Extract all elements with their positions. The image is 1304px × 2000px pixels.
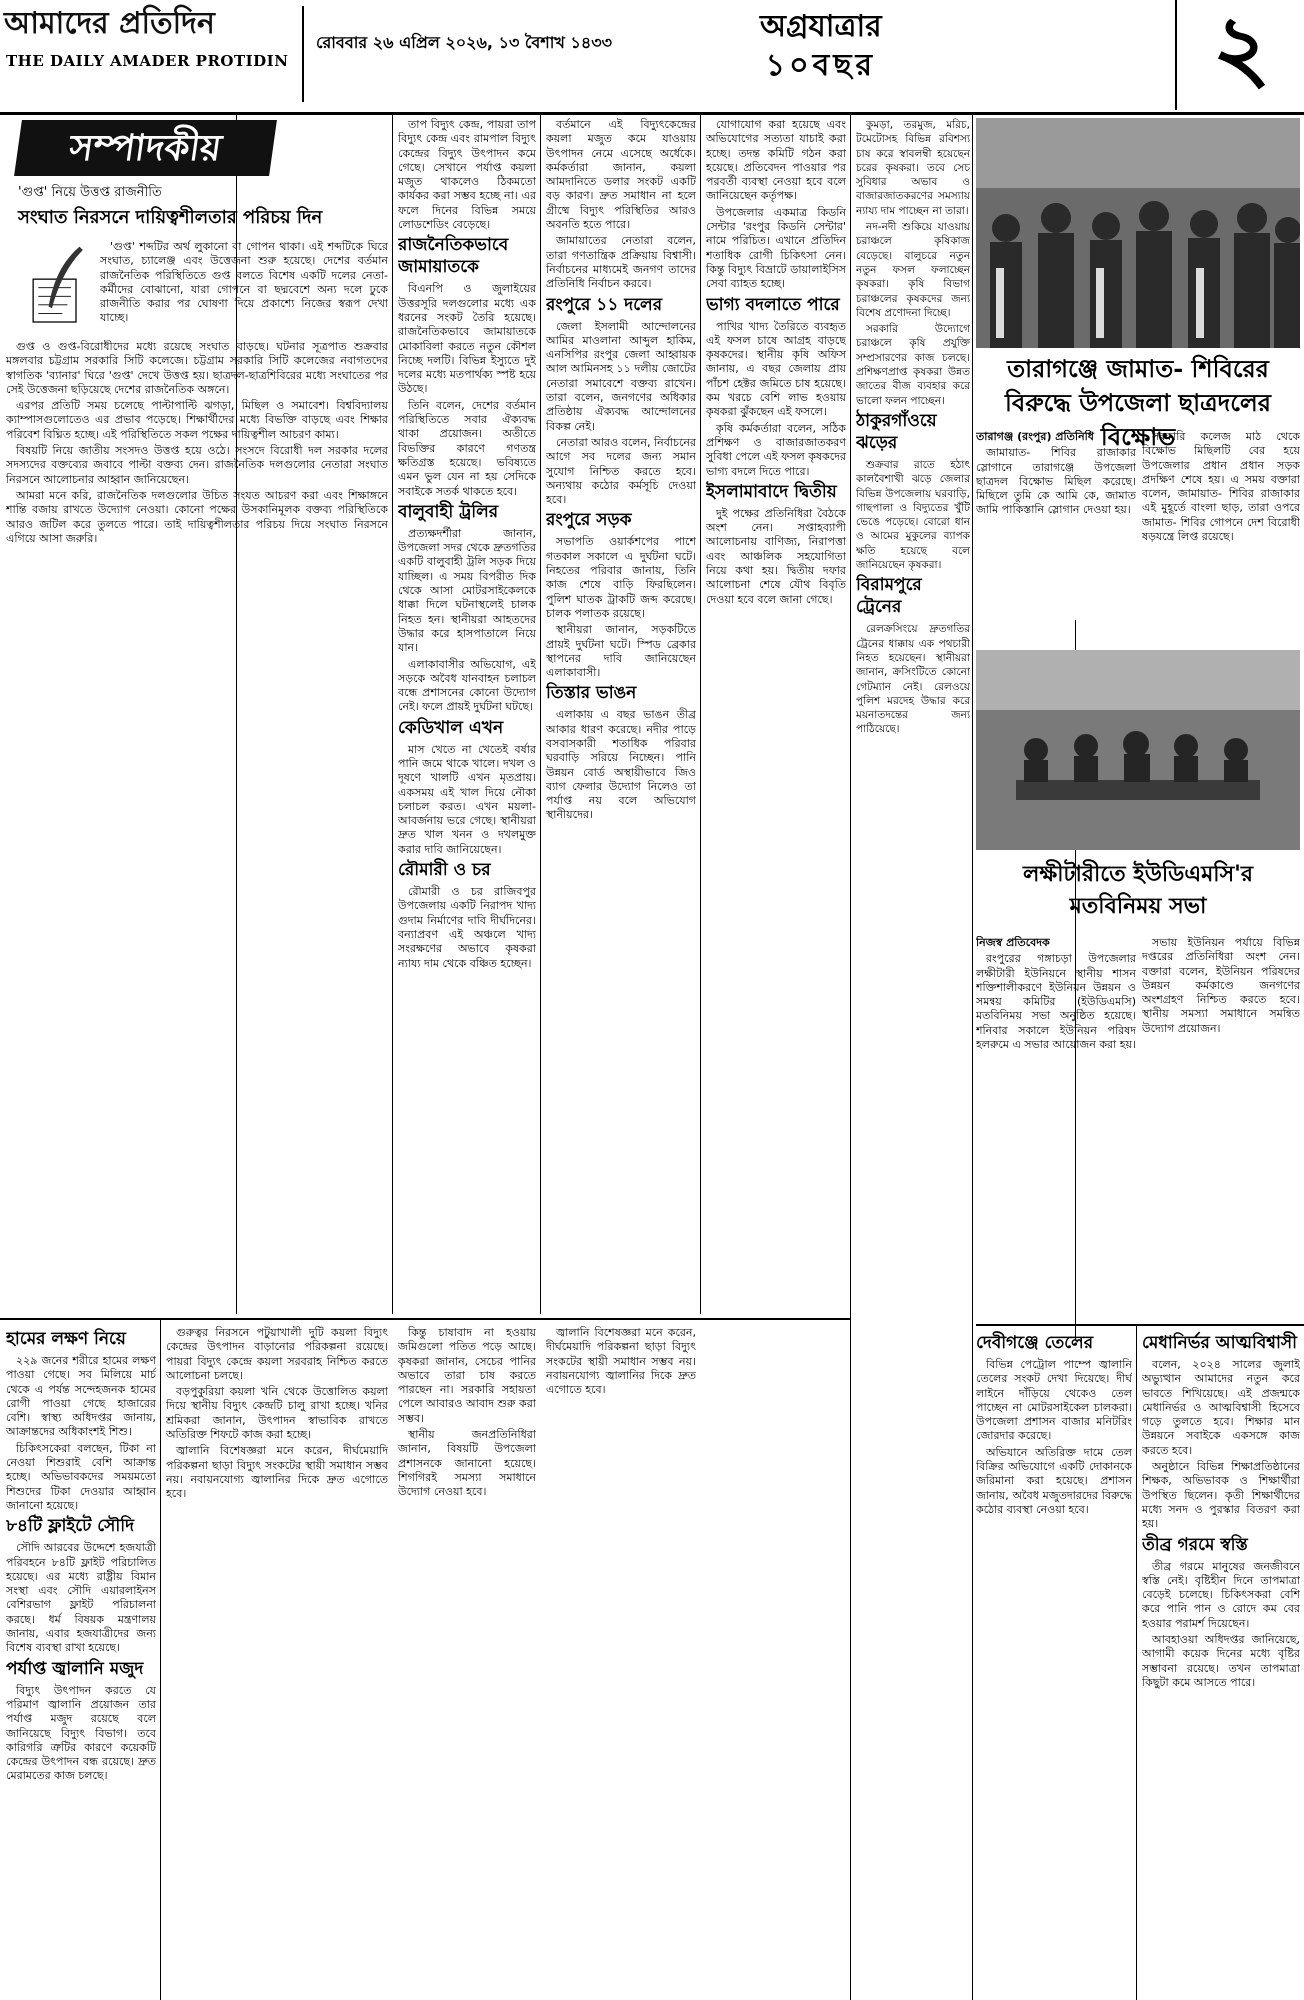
editorial-paragraph: এরপর প্রতিটি সময় চলেছে পাল্টাপাল্টি ঝগড়া, মিছিল ও সমাবেশ। বিশ্ববিদ্যালয় ক্যাম্পাসগুলোতেও এর প্রভাব পড়েছে। শিক্ষার্থীদের মধ্যে বিভক্তি বাড়ছে এবং শিক্ষার পরিবেশ বিঘ্নিত হচ্ছে। এই পরিস্থিতিতে সকল পক্ষের দায়িত্বশীল আচরণ কাম্য।	[6, 399, 388, 441]
subhead: তিস্তার ভাঙন	[546, 683, 637, 704]
article-paragraph: এলাকায় এ বছর ভাঙন তীব্র আকার ধারণ করেছে। নদীর পাড়ে বসবাসকারী শতাধিক পরিবার ঘরবাড়ি সরিয়ে নিচ্ছেন। পানি উন্নয়ন বোর্ড অস্থায়ীভাবে জিও ব্যাগ ফেলার উদ্যোগ নিলেও তা পর্যাপ্ত নয় বলে অভিযোগ স্থানীয়দের।	[546, 708, 696, 822]
subhead: ইসলামাবাদে দ্বিতীয়	[706, 481, 837, 502]
section-divider	[976, 1324, 1304, 1326]
article-paragraph: জ্বালানি বিশেষজ্ঞরা মনে করেন, দীর্ঘমেয়াদি পরিকল্পনা ছাড়া বিদ্যুৎ সংকটের স্থায়ী সমাধান সম্ভব নয়। নবায়নযোগ্য জ্বালানির দিকে দ্রুত এগোতে হবে।	[546, 1326, 696, 1397]
article-paragraph: রংপুরের গঙ্গাচড়া উপজেলার লক্ষীটারী ইউনিয়নে স্থানীয় শাসন শক্তিশালীকরণে ইউনিয়ন উন্নয়ন ও সমন্বয় কমিটির (ইউডিএমসি) মতবিনিময় সভা অনুষ্ঠিত হয়েছে। শনিবার সকালে ইউনিয়ন পরিষদ হলরুমে এ সভার আয়োজন করা হয়।	[976, 952, 1136, 1052]
article-paragraph: স্থানীয়রা জানান, সড়কটিতে প্রায়ই দুর্ঘটনা ঘটে। স্পিড ব্রেকার স্থাপনের দাবি জানিয়েছেন এলাকাবাসী।	[546, 623, 696, 680]
column-rule	[392, 114, 393, 1314]
article-paragraph: কৃষি কর্মকর্তারা বলেন, সঠিক প্রশিক্ষণ ও বাজারজাতকরণ সুবিধা পেলে এই ফসল কৃষকদের ভাগ্য বদলে দিতে পারে।	[706, 421, 846, 478]
lower-column-d	[546, 1326, 696, 2000]
protest-photo	[976, 118, 1300, 348]
editorial-paragraph: 'গুপ্ত' শব্দটির অর্থ লুকানো বা গোপন থাকা। এই শব্দটিকে ঘিরে সংঘাত, চ্যালেঞ্জ এবং উত্তেজনা শুরু হয়েছে। দেশের বর্তমান রাজনৈতিক পরিস্থিতিতে গুপ্ত বলতে বিশেষ একটি দলের নেতা-কর্মীদের বোঝানো, যারা গোপনে বা ছদ্মবেশে অন্য দলে ঢুকে রাজনীতি করার পর ঘোষণা দিয়ে প্রকাশ্যে নিজের স্বরূপ দেখা যাচ্ছে।	[100, 240, 388, 325]
editorial-paragraph: আমরা মনে করি, রাজনৈতিক দলগুলোর উচিত সংযত আচরণ করা এবং শিক্ষাঙ্গনে শান্তি বজায় রাখতে উদ্যোগ নেওয়া। কোনো পক্ষের উসকানিমূলক বক্তব্য পরিস্থিতিকে আরও জটিল করে তুলতে পারে। তাই দায়িত্বশীলতার পরিচয় দিয়ে সংঘাত নিরসনে এগিয়ে আসা জরুরি।	[6, 488, 388, 545]
taraganj-headline: তারাগঞ্জে জামাত- শিবিরের বিরুদ্ধে উপজেলা ছাত্রদলের বিক্ষোভ	[1004, 354, 1271, 451]
column-4	[706, 118, 846, 2000]
article-paragraph: বর্তমানে এই বিদ্যুৎকেন্দ্রের কয়লা মজুত কমে যাওয়ায় উৎপাদন নেমে এসেছে অর্ধেকে। কর্মকর্তারা জানান, কয়লা আমদানিতে ডলার সংকট একটি বড় কারণ। দ্রুত সমাধান না হলে গ্রীষ্মে বিদ্যুৎ পরিস্থিতির আরও অবনতি হতে পারে।	[546, 118, 696, 232]
editorial-body	[6, 340, 388, 730]
subhead: রাজনৈতিকভাবে জামায়াতকে	[398, 235, 509, 278]
article-paragraph: বিভিন্ন পেট্রোল পাম্পে জ্বালানি তেলের সংকট দেখা দিয়েছে। দীর্ঘ লাইনে দাঁড়িয়ে থেকেও তেল পাচ্ছেন না মোটরসাইকেল চালকরা। উপজেলা প্রশাসন বাজার মনিটরিং জোরদার করেছে।	[976, 1358, 1132, 1443]
byline: নিজস্ব প্রতিবেদক	[976, 936, 1050, 949]
article-paragraph: অনুষ্ঠানে বিভিন্ন শিক্ষাপ্রতিষ্ঠানের শিক্ষক, অভিভাবক ও শিক্ষার্থীরা উপস্থিত ছিলেন। কৃতী শিক্ষার্থীদের মধ্যে সনদ ও পুরস্কার বিতরণ করা হয়।	[1142, 1460, 1300, 1531]
column-rule	[160, 1320, 161, 2000]
lakkhitari-article-col2	[1142, 936, 1300, 1316]
editorial-headline: সংঘাত নিরসনে দায়িত্বশীলতার পরিচয় দিন	[18, 207, 323, 228]
dateline: রোববার ২৬ এপ্রিল ২০২৬, ১৩ বৈশাখ ১৪৩৩	[316, 33, 613, 52]
column-5	[856, 118, 970, 2000]
subhead: পর্যাপ্ত জ্বালানি মজুদ	[6, 1658, 144, 1679]
anniversary-line2: ১০বছর	[765, 48, 877, 83]
column-rule	[850, 114, 851, 2000]
lakkhitari-article-col1	[976, 936, 1136, 1316]
article-paragraph: উপজেলার একমাত্র কিডনি সেন্টার 'রংপুর কিডনি সেন্টার' নামে পরিচিত। এখানে প্রতিদিন শতাধিক রোগী চিকিৎসা নেন। কিন্তু বিদ্যুৎ বিভ্রাটে ডায়ালাইসিস সেবা ব্যাহত হচ্ছে।	[706, 205, 846, 291]
logo	[2, 6, 304, 102]
anniversary-banner	[760, 8, 882, 86]
taraganj-article-col1	[976, 430, 1136, 640]
meeting-image	[976, 650, 1300, 850]
article-paragraph: দুই পক্ষের প্রতিনিধিরা বৈঠকে অংশ নেন। সপ্তাহব্যাপী আলোচনায় বাণিজ্য, নিরাপত্তা এবং আঞ্চলিক সহযোগিতা নিয়ে কথা হয়। দ্বিতীয় দফার আলোচনা শেষে যৌথ বিবৃতি দেওয়া হবে বলে জানা গেছে।	[706, 506, 846, 606]
article-paragraph: জামায়াতের নেতারা বলেন, তারা গণতান্ত্রিক প্রক্রিয়ায় বিশ্বাসী। নির্বাচনের মাধ্যমেই জনগণ তাদের প্রতিনিধি নির্বাচন করবে।	[546, 234, 696, 291]
article-paragraph: রেলক্রসিংয়ে দ্রুতগতির ট্রেনের ধাক্কায় এক পথচারী নিহত হয়েছেন। স্থানীয়রা জানান, ক্রসিংটিতে কোনো গেটম্যান নেই। রেলওয়ে পুলিশ মরদেহ উদ্ধার করে ময়নাতদন্তের জন্য পাঠিয়েছে।	[856, 623, 970, 736]
subhead: ঠাকুরগাঁওয়ে ঝড়ের	[856, 410, 937, 453]
subhead: মেধানির্ভর আত্মবিশ্বাসী	[1142, 1333, 1298, 1353]
article-paragraph: ২২৯ জনের শরীরে হামের লক্ষণ পাওয়া গেছে। সব মিলিয়ে মার্চ থেকে এ পর্যন্ত সন্দেহজনক হামের রোগী পাওয়া গেছে হাজারের বেশি। স্বাস্থ্য অধিদপ্তর জানায়, আক্রান্তদের অধিকাংশই শিশু।	[6, 1354, 156, 1439]
article-paragraph: সভাপতি ওয়ার্কশপের পাশে গতকাল সকালে এ দুর্ঘটনা ঘটে। নিহতের পরিবার জানায়, তিনি কাজ শেষে বাড়ি ফিরছিলেন। পুলিশ ঘাতক ট্রাকটি জব্দ করেছে। চালক পলাতক রয়েছে।	[546, 535, 696, 620]
page-number: ২	[1212, 0, 1271, 101]
article-paragraph: জামায়াত- শিবির রাজাকার স্লোগানে তারাগঞ্জে উপজেলা ছাত্রদল বিক্ষোভ মিছিল করেছে। মিছিলে তুমি কে আমি কে, জামাত জামি পাকিস্তানি স্লোগান দেওয়া হয়।	[976, 446, 1136, 517]
article-paragraph: আবহাওয়া অধিদপ্তর জানিয়েছে, আগামী কয়েক দিনের মধ্যে বৃষ্টির সম্ভাবনা রয়েছে। তখন তাপমাত্রা কিছুটা কমে আসতে পারে।	[1142, 1633, 1300, 1689]
article-paragraph: বিএনপি ও জুলাইয়ের উত্তরসূরি দলগুলোর মধ্যে এক ধরনের সংকট তৈরি হয়েছে। রাজনৈতিকভাবে জামায়াতকে মোকাবিলা করতে নতুন কৌশল নিচ্ছে দলটি। বিভিন্ন ইস্যুতে দুই দলের মধ্যে মতপার্থক্য স্পষ্ট হয়ে উঠছে।	[398, 282, 536, 396]
article-paragraph: বিদ্যুৎ উৎপাদন করতে যে পরিমাণ জ্বালানি প্রয়োজন তার পর্যাপ্ত মজুদ রয়েছে বলে জানিয়েছে বিদ্যুৎ বিভাগ। তবে কারিগরি ত্রুটির কারণে কয়েকটি কেন্দ্রের উৎপাদন বন্ধ রয়েছে। দ্রুত মেরামতের কাজ চলছে।	[6, 1683, 156, 1783]
subhead: ভাগ্য বদলাতে পারে	[706, 294, 840, 315]
column-rule	[540, 114, 541, 1314]
article-paragraph: নেতারা আরও বলেন, নির্বাচনের আগে সব দলের জন্য সমান সুযোগ নিশ্চিত করতে হবে। অন্যথায় কঠোর কর্মসূচি দেওয়া হবে।	[546, 435, 696, 507]
article-paragraph: তাপ বিদ্যুৎ কেন্দ্র, পায়রা তাপ বিদ্যুৎ কেন্দ্র এবং রামপাল বিদ্যুৎ কেন্দ্রের বিদ্যুৎ উৎপাদন কমে গেছে। সেখানে পর্যাপ্ত কয়লা মজুত থাকলেও ঠিকমতো কার্যকর করা সম্ভব হচ্ছে না। এর ফলে দিনের বিভিন্ন সময়ে লোডশেডিং বেড়েছে।	[398, 118, 536, 232]
subhead: রংপুরে সড়ক	[546, 510, 632, 531]
medha-article	[1142, 1330, 1300, 2000]
editorial-body-intro	[100, 240, 388, 338]
column-rule	[700, 114, 701, 1314]
editorial-subtitle: 'গুপ্ত' নিয়ে উত্তপ্ত রাজনীতি	[18, 185, 162, 200]
logo-bengali: আমাদের প্রতিদিন	[4, 6, 215, 41]
page-number-box	[1175, 0, 1304, 110]
subhead: হামের লক্ষণ নিয়ে	[6, 1329, 126, 1349]
meeting-photo	[976, 650, 1300, 850]
article-paragraph: তিনি বলেন, দেশের বর্তমান পরিস্থিতিতে সবার ঐক্যবদ্ধ থাকা প্রয়োজন। অতীতে বিভক্তির কারণে গণতন্ত্র ক্ষতিগ্রস্ত হয়েছে। ভবিষ্যতে এমন ভুল যেন না হয় সেদিকে সবাইকে সতর্ক থাকতে হবে।	[398, 398, 536, 498]
taraganj-article-col2	[1142, 430, 1300, 640]
subhead: বিরামপুরে ট্রেনের	[856, 575, 922, 618]
article-paragraph: স্থানীয় জনপ্রতিনিধিরা জানান, বিষয়টি উপজেলা প্রশাসনকে জানানো হয়েছে। শিগগিরই সমস্যা সমাধানে উদ্যোগ নেওয়া হবে।	[398, 1428, 536, 1499]
anniversary-line1: অগ্রযাত্রার	[760, 9, 882, 44]
article-paragraph: অভিযানে অতিরিক্ত দামে তেল বিক্রির অভিযোগে একটি দোকানকে জরিমানা করা হয়েছে। প্রশাসন জানায়, অবৈধ মজুতদারদের বিরুদ্ধে কঠোর ব্যবস্থা নেওয়া হবে।	[976, 1445, 1132, 1516]
column-rule	[972, 114, 973, 2000]
subhead: রৌমারী ও চর	[398, 860, 491, 881]
article-paragraph: শুক্রবার রাতে হঠাৎ কালবৈশাখী ঝড়ে জেলার বিভিন্ন উপজেলায় ঘরবাড়ি, গাছপালা ও বিদ্যুতের খুঁটি ভেঙে পড়েছে। বোরো ধান ও আমের মুকুলের ব্যাপক ক্ষতি হয়েছে বলে জানিয়েছেন কৃষকরা।	[856, 458, 970, 572]
byline: তারাগঞ্জ (রংপুর) প্রতিনিধি	[976, 430, 1094, 443]
article-paragraph: কুমড়া, তরমুজ, মরিচ, টমেটোসহ বিভিন্ন রবিশস্য চাষ করে স্বাবলম্বী হয়েছেন চরের কৃষকরা। তবে সেচ সুবিধার অভাব ও বাজারজাতকরণের সমস্যায় ন্যায্য দাম পাচ্ছেন না তারা।	[856, 119, 970, 217]
logo-english: THE DAILY AMADER PROTIDIN	[6, 52, 289, 70]
lower-column-a	[6, 1326, 156, 2000]
column-3-upper	[546, 118, 696, 1314]
article-paragraph: তীব্র গরমে মানুষের জনজীবনে স্বস্তি নেই। বৃষ্টিহীন দিনে তাপমাত্রা বেড়েই চলেছে। চিকিৎসকরা বেশি করে পানি পান ও রোদে কম বের হওয়ার পরামর্শ দিয়েছেন।	[1142, 1559, 1300, 1630]
article-paragraph: বড়পুকুরিয়া কয়লা খনি থেকে উত্তোলিত কয়লা দিয়ে স্থানীয় বিদ্যুৎ কেন্দ্রটি চালু রাখা হচ্ছে। খনির শ্রমিকরা জানান, উৎপাদন স্বাভাবিক রাখতে অতিরিক্ত শিফটে কাজ করা হচ্ছে।	[166, 1385, 388, 1442]
article-paragraph: সৌদি আরবের উদ্দেশে হজযাত্রী পরিবহনে ৮৪টি ফ্লাইট পরিচালিত হয়েছে। এর মধ্যে রাষ্ট্রীয় বিমান সংস্থা এবং সৌদি এয়ারলাইনস বেশিরভাগ ফ্লাইট পরিচালনা করছে। ধর্ম বিষয়ক মন্ত্রণালয় জানায়, এবার হজযাত্রীদের জন্য বিশেষ ব্যবস্থা রাখা হয়েছে।	[6, 1541, 156, 1655]
article-paragraph: যোগাযোগ করা হয়েছে এবং অভিযোগের সত্যতা যাচাই করা হচ্ছে। তদন্ত কমিটি গঠন করা হয়েছে। প্রতিবেদন পাওয়ার পর পরবর্তী ব্যবস্থা নেওয়া হবে বলে জানিয়েছেন কর্তৃপক্ষ।	[706, 118, 846, 203]
article-paragraph: গুরুত্বর নিরসনে পটুয়াখালী দুটি কয়লা বিদ্যুৎ কেন্দ্রের উৎপাদন বাড়ানোর পরিকল্পনা রয়েছে। পায়রা বিদ্যুৎ কেন্দ্রে কয়লা সরবরাহ নিশ্চিত করতে আলোচনা চলছে।	[166, 1326, 388, 1382]
column-rule	[1136, 1326, 1137, 2000]
editorial-paragraph: গুপ্ত ও গুপ্ত-বিরোধীদের মধ্যে রয়েছে সংঘাত বাড়ছে। ঘটনার সূত্রপাত শুক্রবার মঙ্গলবার চট্টগ্রাম সরকারি সিটি কলেজে। চট্টগ্রাম সরকারি সিটি কলেজের নবাগতদের স্বাগতিক 'ব্যানার' ঘিরে 'গুপ্ত' দেখে উত্তপ্ত হয়। ছাত্রদল-ছাত্রশিবিরের মধ্যে সংঘাতের পর সেই উত্তেজনা ছড়িয়েছে দেশের রাজনৈতিক অঙ্গনে।	[6, 340, 388, 396]
article-paragraph: জ্বালানি বিশেষজ্ঞরা মনে করেন, দীর্ঘমেয়াদি পরিকল্পনা ছাড়া বিদ্যুৎ সংকটের স্থায়ী সমাধান সম্ভব নয়। নবায়নযোগ্য জ্বালানির দিকে দ্রুত এগোতে হবে।	[166, 1444, 388, 1501]
debiganj-article	[976, 1330, 1132, 2000]
section-divider	[0, 1318, 850, 1320]
editorial-banner: সম্পাদকীয়	[14, 120, 277, 176]
subhead: ৮৪টি ফ্লাইটে সৌদি	[6, 1516, 135, 1537]
article-paragraph: সভায় ইউনিয়ন পর্যায়ে বিভিন্ন দপ্তরের প্রতিনিধিরা অংশ নেন। বক্তারা বলেন, ইউনিয়ন পরিষদের উন্নয়ন কর্মকাণ্ডে জনগণের অংশগ্রহণ নিশ্চিত করতে হবে। স্থানীয় সমস্যা সমাধানে সমন্বিত উদ্যোগ প্রয়োজন।	[1142, 936, 1300, 1035]
editorial-paragraph: বিষয়টি নিয়ে জাতীয় সংসদও উত্তপ্ত হয়ে ওঠে। সংসদে বিরোধী দল সরকার দলের সদস্যদের বক্তব্যের জবাবে পাল্টা বক্তব্য দেন। রাজনৈতিক দলগুলোর নেতারা সংঘাত নিরসনে আলোচনার আহ্বান জানিয়েছেন।	[6, 444, 388, 486]
article-paragraph: প্রত্যক্ষদর্শীরা জানান, উপজেলা সদর থেকে দ্রুতগতির একটি বালুবাহী ট্রলি সড়ক দিয়ে যাচ্ছিল। এ সময় বিপরীত দিক থেকে আসা মোটরসাইকেলকে ধাক্কা দিলে ঘটনাস্থলেই চালক নিহত হন। স্থানীয়রা আহতদের উদ্ধার করে হাসপাতালে নিয়ে যান।	[398, 526, 536, 655]
crowd-image	[976, 118, 1300, 348]
subhead: রংপুরে ১১ দলের	[546, 294, 663, 315]
article-paragraph: বলেন, ২০২৪ সালের জুলাই অভ্যুত্থান আমাদের নতুন করে ভাবতে শিখিয়েছে। এই প্রজন্মকে মেধানির্ভর ও আত্মবিশ্বাসী হিসেবে গড়ে তুলতে হবে। শিক্ষার মান উন্নয়নে সবাইকে একসঙ্গে কাজ করতে হবে।	[1142, 1358, 1300, 1457]
subhead: দেবীগঞ্জে তেলের	[976, 1333, 1094, 1353]
subhead: বালুবাহী ট্রলির	[398, 501, 499, 522]
article-paragraph: পাখির খাদ্য তৈরিতে ব্যবহৃত এই ফসল চাষে আগ্রহ বাড়ছে কৃষকদের। স্থানীয় কৃষি অফিস জানায়, এ বছর জেলায় প্রায় পাঁচশ হেক্টর জমিতে চাষ হয়েছে। কম খরচে বেশি লাভ হওয়ায় কৃষকরা ঝুঁকছেন এই ফসলে।	[706, 319, 846, 419]
article-paragraph: সরকারি কলেজ মাঠ থেকে বিক্ষোভ মিছিলটি বের হয়ে উপজেলার প্রধান প্রধান সড়ক প্রদক্ষিণ শেষে হয়। এ সময় বক্তারা বলেন, জামায়াত- শিবির রাজাকার এই মুহূর্তে বাংলা ছাড়, তারা ওপরে জামাত- শিবির গোপনে দেশ বিরোধী ষড়যন্ত্রে লিপ্ত রয়েছে।	[1142, 430, 1300, 544]
article-paragraph: জেলা ইসলামী আন্দোলনের আমির মাওলানা আব্দুল হাকিম, এনসিপির রংপুর জেলা আহ্বায়ক আল আমিনসহ ১১ দলীয় জোটের নেতারা সমাবেশে বক্তব্য রাখেন। তারা বলেন, জনগণের অধিকার প্রতিষ্ঠায় ঐক্যবদ্ধ আন্দোলনের বিকল্প নেই।	[546, 319, 696, 433]
article-paragraph: রৌমারী ও চর রাজিবপুর উপজেলায় একটি নিরাপদ খাদ্য গুদাম নির্মাণের দাবি দীর্ঘদিনের। বন্যাপ্রবণ এই অঞ্চলে খাদ্য সংরক্ষণের অভাবে কৃষকরা ন্যায্য দাম থেকে বঞ্চিত হচ্ছেন।	[398, 885, 536, 970]
article-paragraph: চিকিৎসকেরা বলছেন, টিকা না নেওয়া শিশুরাই বেশি আক্রান্ত হচ্ছে। অভিভাবকদের সময়মতো শিশুদের টিকা দেওয়ার আহ্বান জানানো হয়েছে।	[6, 1441, 156, 1512]
lower-column-c	[398, 1326, 536, 2000]
lakkhitari-headline: লক্ষীটারীতে ইউডিএমসি'র মতবিনিময় সভা	[1023, 861, 1253, 919]
subhead: তীব্র গরমে স্বস্তি	[1142, 1534, 1248, 1555]
lower-column-b	[166, 1326, 388, 2000]
article-paragraph: এলাকাবাসীর অভিযোগ, এই সড়কে অবৈধ যানবাহন চলাচল বন্ধে প্রশাসনের কোনো উদ্যোগ নেই। ফলে প্রায়ই দুর্ঘটনা ঘটছে।	[398, 657, 536, 714]
article-paragraph: নদ-নদী শুকিয়ে যাওয়ায় চরাঞ্চলে কৃষিকাজ বেড়েছে। বালুচরে নতুন নতুন ফসল ফলাচ্ছেন কৃষকরা। কৃষি বিভাগ চরাঞ্চলের কৃষকদের জন্য বিশেষ প্রণোদনা দিচ্ছে।	[856, 221, 970, 319]
article-paragraph: মাস খেতে না খেতেই বর্ষার পানি জমে থাকে খালে। দখল ও দূষণে খালটি এখন মৃতপ্রায়। একসময় এই খাল দিয়ে নৌকা চলাচল করত। এখন ময়লা-আবর্জনায় ভরে গেছে। স্থানীয়রা দ্রুত খাল খনন ও দখলমুক্ত করার দাবি জানিয়েছেন।	[398, 742, 536, 856]
masthead	[0, 0, 1304, 115]
subhead: কেডিখাল এখন	[398, 717, 504, 738]
article-paragraph: সরকারি উদ্যোগে চরাঞ্চলে কৃষি প্রযুক্তি সম্প্রসারণের কাজ চলছে। প্রশিক্ষণপ্রাপ্ত কৃষকরা উন্নত জাতের বীজ ব্যবহার করে ভালো ফলন পাচ্ছেন।	[856, 323, 970, 407]
quill-icon	[28, 240, 88, 332]
column-2-upper	[398, 118, 536, 1314]
article-paragraph: কিন্তু চাষাবাদ না হওয়ায় জমিগুলো পতিত পড়ে আছে। কৃষকরা জানান, সেচের পানির অভাবে তারা চাষ করতে পারছেন না। সরকারি সহায়তা পেলে আবারও আবাদ শুরু করা সম্ভব।	[398, 1326, 536, 1425]
